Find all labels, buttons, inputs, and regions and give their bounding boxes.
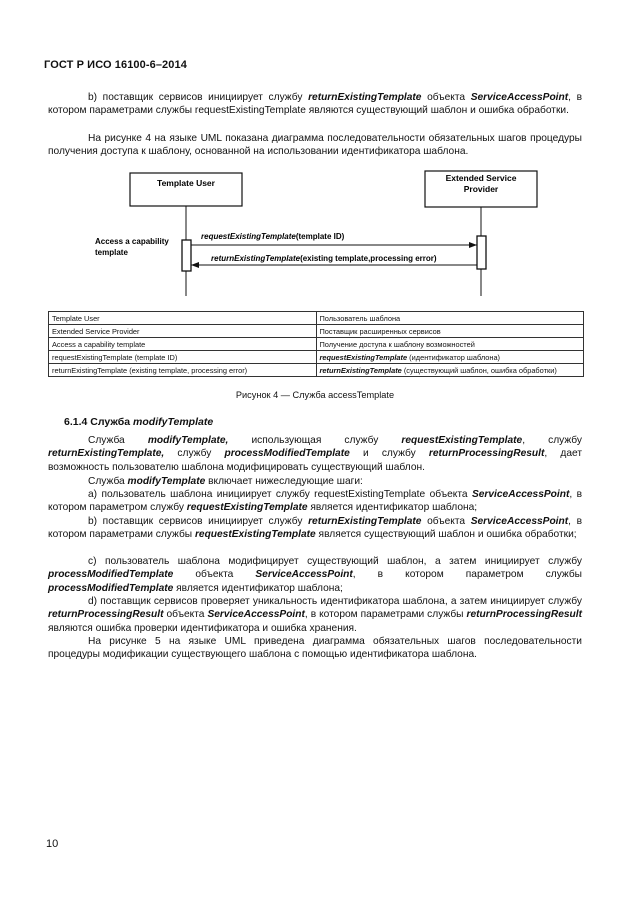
legend-english-cell: Template User <box>49 312 317 325</box>
legend-russian-text: Поставщик расширенных сервисов <box>319 326 441 336</box>
extended-service-provider-label-2: Provider <box>463 184 499 194</box>
figure-caption: Рисунок 4 — Служба accessTemplate <box>235 390 395 400</box>
body-paragraph-7: На рисунке 5 на языке UML приведена диаграмма обязательных шагов последовательности процедуры модификации существующего шаблона с помощью идентификатора шаблона. <box>48 636 582 661</box>
legend-russian-text: Получение доступа к шаблону возможностей <box>319 339 475 349</box>
legend-english-cell: Extended Service Provider <box>49 325 317 338</box>
legend-russian-term: requestExistingTemplate <box>319 352 408 362</box>
legend-russian-cell <box>316 325 584 338</box>
page-number: 10 <box>46 838 59 850</box>
legend-russian-cell <box>316 351 584 364</box>
sequence-diagram <box>48 166 582 306</box>
return-message-label: returnExistingTemplate(existing template,processing error) <box>211 254 437 263</box>
legend-russian-text: (существующий шаблон, ошибка обработки) <box>401 365 557 375</box>
legend-russian-text: Пользователь шаблона <box>319 313 401 323</box>
legend-row <box>49 351 584 364</box>
legend-row <box>49 312 584 325</box>
activation-label-2: template <box>95 248 128 257</box>
body-paragraph-6: d) поставщик сервисов проверяет уникальность идентификатора шаблона, а затем инициирует службу returnProcessingResult объекта ServiceAccessPoint, в котором параметрами службы returnProcessingResult являются ошибка проверки идентификатора и ошибка хранения. <box>48 596 582 634</box>
legend-russian-cell <box>316 364 584 377</box>
legend-russian-text: (идентификатор шаблона) <box>407 352 501 362</box>
provider-activation <box>477 236 486 269</box>
activation-label-1: Access a capability <box>95 237 169 246</box>
legend-row <box>49 338 584 351</box>
intro-paragraph-2: На рисунке 4 на языке UML показана диаграмма последовательности обязательных шагов процедуры получения доступа к шаблону, основанной на использовании идентификатора шаблона. <box>48 133 582 158</box>
body-paragraph-3: а) пользователь шаблона инициирует службу requestExistingTemplate объекта ServiceAccessPoint, в котором параметром службу requestExistingTemplate является идентификатор шаблона; <box>48 489 582 514</box>
body-paragraph-5: с) пользователь шаблона модифицирует существующий шаблон, а затем инициирует службу processModifiedTemplate объекта ServiceAccessPoint, в котором параметром службы processModifiedTemplate является идентификатор шаблона; <box>48 556 582 594</box>
legend-table <box>48 311 584 377</box>
template-user-label: Template User <box>157 178 215 188</box>
body-paragraph-1: Служба modifyTemplate, использующая службу requestExistingTemplate, службу returnExistingTemplate, службу processModifiedTemplate и службу returnProcessingResult, дает возможность пользователю шаблона модифицировать существующий шаблон. <box>48 435 583 473</box>
legend-russian-cell <box>316 312 584 325</box>
legend-english-cell: returnExistingTemplate (existing template, processing error) <box>49 364 317 377</box>
legend-english-cell: requestExistingTemplate (template ID) <box>49 351 317 364</box>
document-header: ГОСТ Р ИСО 16100-6–2014 <box>44 59 187 71</box>
section-heading: 6.1.4 Служба modifyTemplate <box>64 416 214 428</box>
extended-service-provider-label-1: Extended Service <box>445 173 517 183</box>
legend-row <box>49 325 584 338</box>
intro-paragraph-1: b) поставщик сервисов инициирует службу returnExistingTemplate объекта ServiceAccessPoint, в котором параметрами службы requestExistingTemplate являются существующий шаблон и ошибка обработки. <box>48 92 582 117</box>
legend-row <box>49 364 584 377</box>
legend-english-cell: Access a capability template <box>49 338 317 351</box>
legend-russian-cell <box>316 338 584 351</box>
template-user-activation <box>182 240 191 271</box>
request-message-label: requestExistingTemplate(template ID) <box>201 232 345 241</box>
body-paragraph-2: Служба modifyTemplate включает нижеследующие шаги: <box>88 476 363 487</box>
body-paragraph-4: b) поставщик сервисов инициирует службу returnExistingTemplate объекта ServiceAccessPoint, в котором параметрами службы requestExistingTemplate является существующий шаблон и ошибка обработки; <box>48 516 582 541</box>
legend-russian-term: returnExistingTemplate <box>319 365 402 375</box>
